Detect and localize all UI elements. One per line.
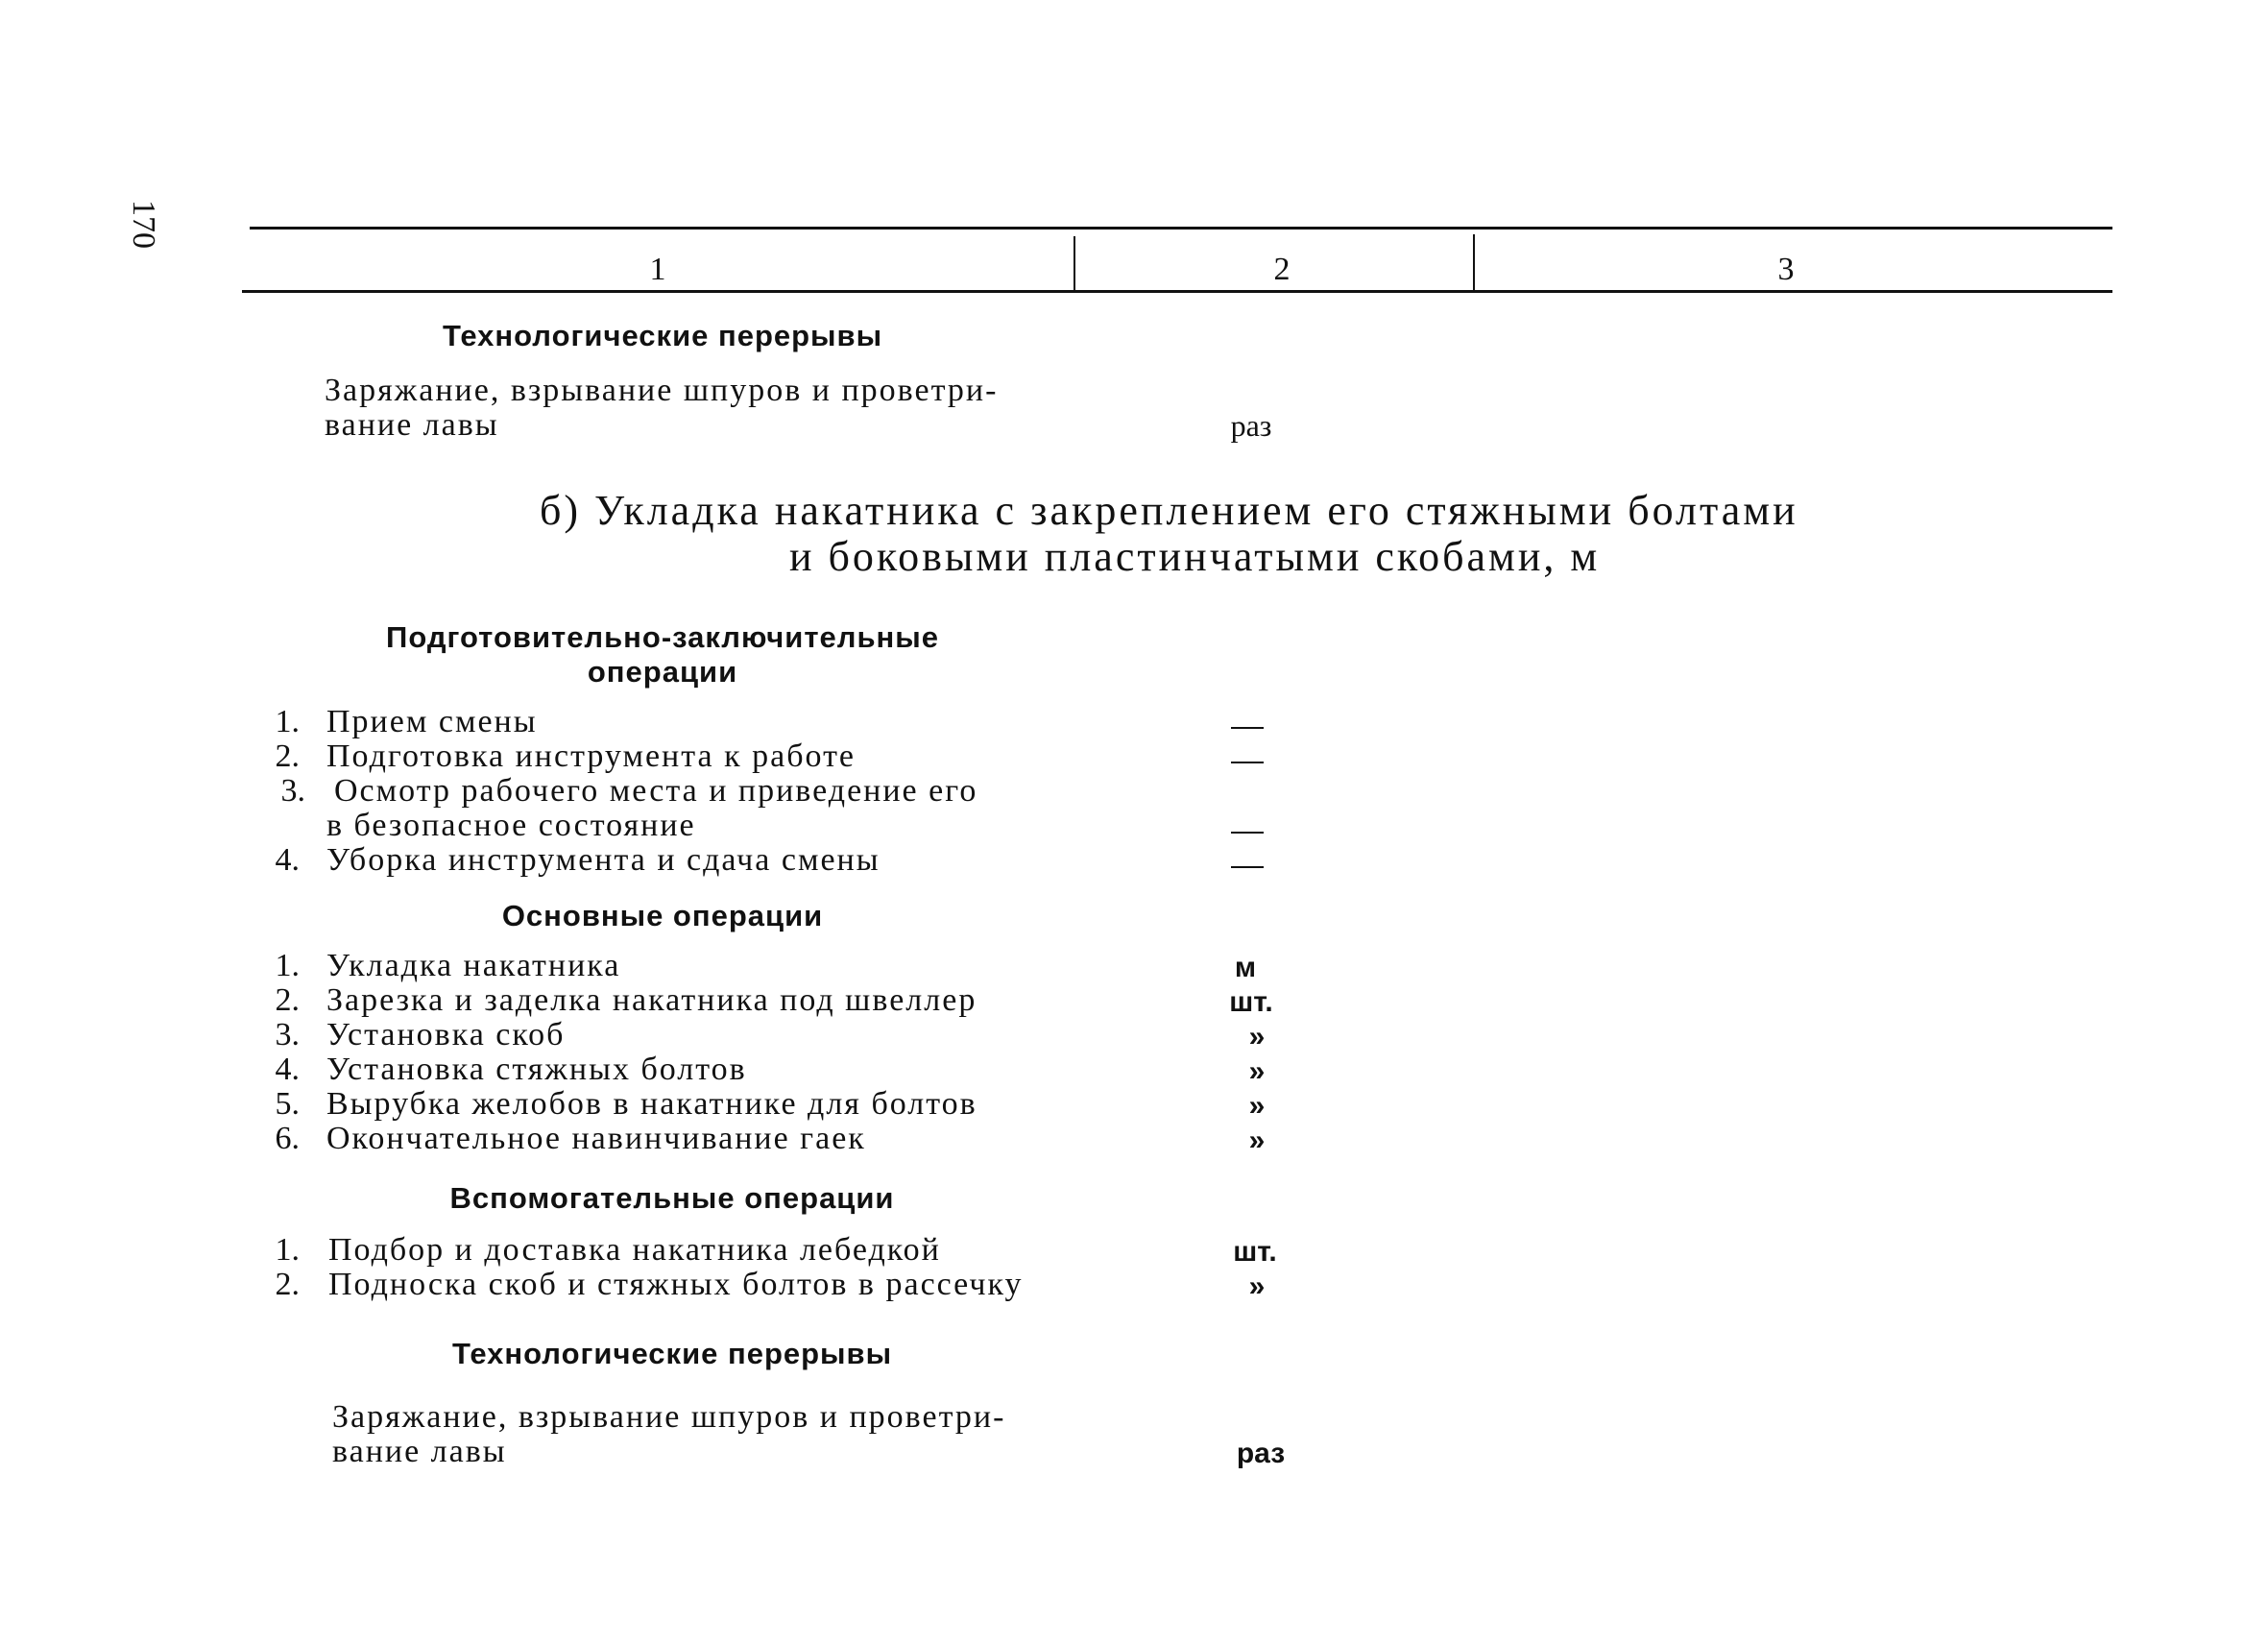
prep-ops-heading-line1: Подготовительно-заключительные: [386, 620, 939, 654]
main-item-unit: »: [1248, 1090, 1266, 1122]
main-item-unit: м: [1234, 952, 1257, 983]
main-item-text: Установка скоб: [326, 1017, 566, 1052]
top-breaks-unit: раз: [1230, 408, 1272, 443]
main-item-num: 2.: [275, 982, 300, 1018]
bottom-breaks-unit: раз: [1236, 1438, 1286, 1469]
prep-item-dash: [1231, 832, 1264, 834]
header-bottom-rule: [242, 290, 2112, 293]
aux-ops-heading: Вспомогательные операции: [449, 1181, 895, 1215]
column-header-1: 1: [649, 252, 666, 287]
prep-item-dash: [1231, 866, 1264, 868]
main-item-text: Установка стяжных болтов: [326, 1052, 747, 1087]
aux-item-num: 1.: [275, 1232, 300, 1268]
aux-item-text: Подноска скоб и стяжных болтов в рассечку: [328, 1267, 1024, 1302]
main-item-text: Окончательное навинчивание гаек: [326, 1121, 866, 1156]
prep-item-num: 1.: [275, 704, 300, 739]
prep-item-dash: [1231, 762, 1264, 763]
top-breaks-text-line2: вание лавы: [325, 407, 499, 443]
prep-item-text: Подготовка инструмента к работе: [326, 738, 857, 774]
prep-item-text: Прием смены: [326, 704, 538, 739]
top-breaks-heading: Технологические перерывы: [442, 319, 883, 352]
page-number: 170: [126, 200, 161, 249]
main-item-unit: »: [1248, 1021, 1266, 1052]
prep-item-text: Осмотр рабочего места и приведение его: [334, 773, 978, 809]
main-item-text: Укладка накатника: [326, 948, 621, 983]
prep-item-text: Уборка инструмента и сдача смены: [326, 842, 881, 878]
main-item-text: Зарезка и заделка накатника под швеллер: [326, 982, 977, 1018]
header-col-separator-2: [1473, 234, 1475, 290]
main-item-unit: шт.: [1229, 986, 1273, 1018]
prep-item-num: 2.: [275, 738, 300, 774]
prep-item-num: 3.: [280, 773, 305, 809]
main-item-num: 3.: [275, 1017, 300, 1052]
prep-item-num: 4.: [275, 842, 300, 878]
bottom-breaks-heading: Технологические перерывы: [451, 1337, 893, 1370]
section-title-line2: и боковыми пластинчатыми скобами, м: [789, 533, 1601, 580]
bottom-breaks-text-line1: Заряжание, взрывание шпуров и проветри-: [332, 1399, 1006, 1435]
aux-item-unit: шт.: [1233, 1236, 1277, 1268]
header-top-rule: [250, 227, 2112, 230]
prep-item-dash: [1231, 727, 1264, 729]
main-item-num: 6.: [275, 1121, 300, 1156]
main-ops-heading: Основные операции: [501, 899, 824, 932]
aux-item-text: Подбор и доставка накатника лебедкой: [328, 1232, 941, 1268]
main-item-num: 4.: [275, 1052, 300, 1087]
aux-item-unit: »: [1248, 1270, 1266, 1302]
main-item-unit: »: [1248, 1125, 1266, 1156]
column-header-2: 2: [1273, 252, 1291, 287]
prep-item-text-continued: в безопасное состояние: [326, 808, 696, 843]
section-title-line1: б) Укладка накатника с закреплением его стяжными болтами: [540, 487, 1798, 534]
main-item-num: 1.: [275, 948, 300, 983]
main-item-text: Вырубка желобов в накатнике для болтов: [326, 1086, 977, 1122]
header-col-separator-1: [1074, 236, 1075, 292]
main-item-unit: »: [1248, 1055, 1266, 1087]
bottom-breaks-text-line2: вание лавы: [332, 1434, 507, 1469]
main-item-num: 5.: [275, 1086, 300, 1122]
column-header-3: 3: [1777, 252, 1795, 287]
aux-item-num: 2.: [275, 1267, 300, 1302]
top-breaks-text-line1: Заряжание, взрывание шпуров и проветри-: [325, 373, 999, 408]
prep-ops-heading-line2: операции: [587, 655, 738, 689]
